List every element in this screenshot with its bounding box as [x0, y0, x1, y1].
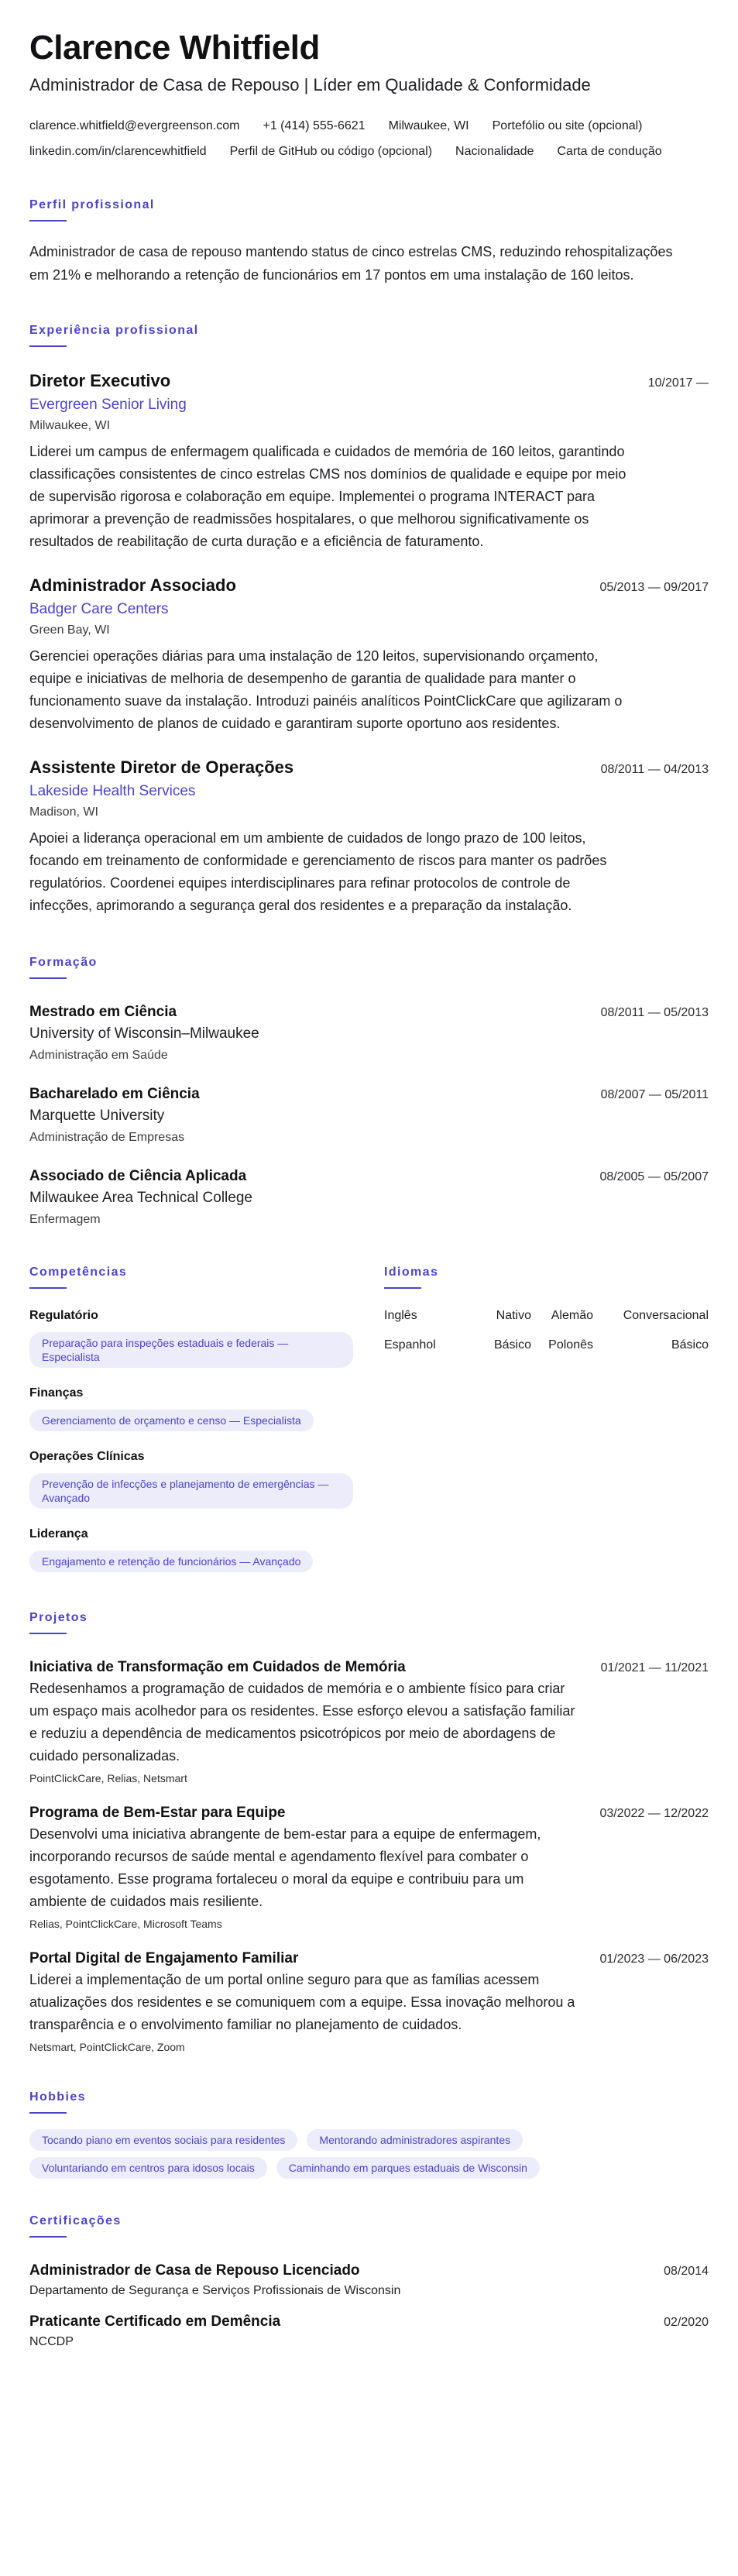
section-divider — [29, 1287, 67, 1289]
job-title: Diretor Executivo — [29, 371, 171, 390]
project-description: Liderei a implementação de um portal online seguro para que as famílias acessem atualizações dos residentes e se comuniquem com a equipe. Essa inovação melhorou a transparência e o envolvimento familiar no planejamento de cuidados. — [29, 1972, 575, 2032]
section-title: Projetos — [29, 1611, 88, 1624]
hobby-chip: Voluntariando em centros para idosos locais — [29, 2157, 267, 2179]
certification-entry — [29, 2312, 709, 2351]
degree-name: Bacharelado em Ciência — [29, 1086, 200, 1102]
language-level: Básico — [493, 1338, 531, 1352]
section-divider — [29, 2236, 67, 2238]
language-name: Polonês — [548, 1338, 593, 1352]
profile-summary: Administrador de casa de repouso mantendo status de cinco estrelas CMS, reduzindo rehospitalizações em 21% e melhorando a retenção de funcionários em 17 pontos em uma instalação de 160 leitos. — [29, 244, 673, 283]
certification-date: 08/2014 — [664, 2265, 709, 2278]
job-description: Apoiei a liderança operacional em um ambiente de cuidados de longo prazo de 100 leitos, focando em treinamento de conformidade e gerenciamento de riscos para manter os padrões regulatórios. Coordenei equipes interdisciplinares para refinar protocolos de controle de infecções, aprimorando a segurança geral dos residentes e a preparação da instalação. — [29, 830, 607, 913]
job-description: Liderei um campus de enfermagem qualificada e cuidados de memória de 160 leitos, garantindo classificações consistentes de cinco estrelas CMS nos domínios de qualidade e equipe por meio de supervisão rigorosa e colaboração em equipe. Implementei o programa INTERACT para aprimorar a prevenção de readmissões hospitalares, o que melhorou significativamente os resultados de reabilitação de curta duração e a eficiência de faturamento. — [29, 444, 626, 549]
skill-group — [29, 1448, 355, 1509]
contact-driving-license: Carta de condução — [557, 145, 662, 158]
contact-phone[interactable]: +1 (414) 555-6621 — [263, 119, 366, 132]
skill-chip: Prevenção de infecções e planejamento de emergências — Avançado — [29, 1473, 353, 1509]
certification-entry — [29, 2261, 709, 2300]
profile-section — [29, 198, 709, 287]
project-name: Programa de Bem-Estar para Equipe — [29, 1805, 286, 1821]
section-title: Formação — [29, 956, 98, 969]
section-divider — [384, 1287, 421, 1289]
experience-entry — [29, 575, 709, 735]
education-dates: 08/2007 — 05/2011 — [600, 1088, 709, 1101]
certification-date: 02/2020 — [664, 2316, 709, 2329]
certifications-section — [29, 2214, 709, 2351]
section-title: Idiomas — [384, 1266, 439, 1279]
project-tools: Relias, PointClickCare, Microsoft Teams — [29, 1918, 222, 1930]
section-divider — [29, 345, 67, 347]
project-dates: 03/2022 — 12/2022 — [599, 1807, 709, 1820]
contact-nationality: Nacionalidade — [455, 145, 534, 158]
language-level: Nativo — [496, 1309, 531, 1322]
education-entry — [29, 1084, 709, 1146]
hobby-chip: Caminhando em parques estaduais de Wisconsin — [276, 2157, 540, 2179]
certification-name: Praticante Certificado em Demência — [29, 2313, 281, 2330]
candidate-headline: Administrador de Casa de Repouso | Líder em Qualidade & Conformidade — [29, 75, 591, 94]
language-level: Básico — [671, 1338, 709, 1352]
contact-location: Milwaukee, WI — [388, 119, 469, 132]
project-description: Redesenhamos a programação de cuidados de memória e o ambiente físico para criar um espaço mais acolhedor para os residentes. Esse esforço elevou a satisfação familiar e reduziu a dependência de medicamentos psicotrópicos por meio de abordagens de cuidado personalizadas. — [29, 1681, 575, 1764]
project-entry — [29, 1949, 709, 2055]
project-description: Desenvolvi uma iniciativa abrangente de bem-estar para a equipe de enfermagem, incorporando recursos de saúde mental e agendamento flexível para combater o esgotamento. Esse programa fortaleceu o moral da equipe e contribuiu para um ambiente de cuidados mais resiliente. — [29, 1826, 541, 1909]
hobby-chip: Mentorando administradores aspirantes — [307, 2129, 523, 2151]
language-name: Inglês — [384, 1309, 417, 1322]
contact-email[interactable]: clarence.whitfield@evergreenson.com — [29, 119, 240, 132]
school-name: University of Wisconsin–Milwaukee — [29, 1025, 259, 1042]
project-name: Iniciativa de Transformação em Cuidados de Memória — [29, 1659, 406, 1675]
language-row — [384, 1307, 709, 1324]
skill-chip: Preparação para inspeções estaduais e federais — Especialista — [29, 1332, 353, 1368]
experience-section — [29, 324, 709, 917]
skill-group-title: Regulatório — [29, 1309, 98, 1322]
contact-list — [29, 113, 711, 164]
project-name: Portal Digital de Engajamento Familiar — [29, 1950, 299, 1966]
education-entry — [29, 1002, 709, 1064]
company-name: Badger Care Centers — [29, 601, 169, 617]
skill-group — [29, 1385, 355, 1431]
language-name: Espanhol — [384, 1338, 436, 1352]
section-title: Certificações — [29, 2214, 122, 2227]
job-dates: 08/2011 — 04/2013 — [600, 763, 709, 776]
section-divider — [29, 220, 67, 222]
certification-name: Administrador de Casa de Repouso Licenciado — [29, 2262, 360, 2279]
skills-section — [29, 1266, 355, 1572]
project-dates: 01/2023 — 06/2023 — [599, 1953, 709, 1966]
skills-languages-row — [29, 1266, 709, 1572]
section-title: Competências — [29, 1266, 128, 1279]
contact-portfolio[interactable]: Portefólio ou site (opcional) — [492, 119, 643, 132]
project-entry — [29, 1803, 709, 1932]
hobby-list — [29, 2129, 711, 2179]
section-title: Hobbies — [29, 2090, 86, 2104]
certification-issuer: NCCDP — [29, 2335, 74, 2348]
skill-group-title: Finanças — [29, 1386, 84, 1400]
project-entry — [29, 1657, 709, 1786]
section-title: Experiência profissional — [29, 324, 199, 337]
projects-section — [29, 1611, 709, 2055]
education-dates: 08/2005 — 05/2007 — [599, 1170, 709, 1183]
project-dates: 01/2021 — 11/2021 — [600, 1661, 709, 1674]
skill-group-title: Liderança — [29, 1527, 88, 1540]
language-name: Alemão — [551, 1309, 593, 1322]
skill-group-title: Operações Clínicas — [29, 1450, 145, 1463]
certification-issuer: Departamento de Segurança e Serviços Profissionais de Wisconsin — [29, 2284, 401, 2297]
job-location: Green Bay, WI — [29, 623, 110, 637]
section-divider — [29, 2112, 67, 2114]
field-of-study: Administração de Empresas — [29, 1131, 185, 1144]
project-tools: Netsmart, PointClickCare, Zoom — [29, 2041, 185, 2053]
job-dates: 10/2017 — — [647, 376, 709, 390]
candidate-name: Clarence Whitfield — [29, 29, 320, 67]
job-location: Milwaukee, WI — [29, 419, 111, 432]
skill-chip: Gerenciamento de orçamento e censo — Especialista — [29, 1410, 314, 1431]
job-location: Madison, WI — [29, 805, 98, 819]
company-name: Evergreen Senior Living — [29, 397, 187, 413]
language-row — [384, 1337, 709, 1354]
resume-header — [29, 28, 709, 164]
job-dates: 05/2013 — 09/2017 — [599, 581, 709, 594]
job-description: Gerenciei operações diárias para uma instalação de 120 leitos, supervisionando orçamento, equipe e iniciativas de melhoria de desempenho de garantia de qualidade para manter o funcionamento suave da instalação. Introduzi painéis analíticos PointClickCare que agilizaram o desenvolvimento de planos de cuidado e garantiram suporte oportuno aos residentes. — [29, 648, 623, 731]
field-of-study: Enfermagem — [29, 1213, 101, 1226]
job-title: Assistente Diretor de Operações — [29, 757, 294, 777]
contact-github[interactable]: Perfil de GitHub ou código (opcional) — [229, 145, 433, 158]
experience-entry — [29, 370, 709, 553]
degree-name: Associado de Ciência Aplicada — [29, 1168, 247, 1184]
company-name: Lakeside Health Services — [29, 783, 196, 799]
hobbies-section — [29, 2090, 709, 2179]
section-title: Perfil profissional — [29, 198, 155, 211]
languages-section — [384, 1266, 709, 1572]
skill-chip: Engajamento e retenção de funcionários — Avançado — [29, 1551, 313, 1572]
contact-linkedin[interactable]: linkedin.com/in/clarencewhitfield — [29, 145, 207, 158]
section-divider — [29, 977, 67, 979]
field-of-study: Administração em Saúde — [29, 1049, 168, 1062]
experience-entry — [29, 757, 709, 917]
school-name: Marquette University — [29, 1108, 165, 1124]
section-divider — [29, 1633, 67, 1634]
language-level: Conversacional — [623, 1309, 709, 1322]
project-tools: PointClickCare, Relias, Netsmart — [29, 1772, 187, 1784]
education-dates: 08/2011 — 05/2013 — [600, 1006, 709, 1019]
job-title: Administrador Associado — [29, 575, 236, 595]
skill-group — [29, 1307, 355, 1368]
school-name: Milwaukee Area Technical College — [29, 1190, 252, 1206]
education-section — [29, 956, 709, 1228]
hobby-chip: Tocando piano em eventos sociais para residentes — [29, 2129, 297, 2151]
degree-name: Mestrado em Ciência — [29, 1004, 177, 1020]
skill-group — [29, 1526, 355, 1572]
education-entry — [29, 1166, 709, 1228]
